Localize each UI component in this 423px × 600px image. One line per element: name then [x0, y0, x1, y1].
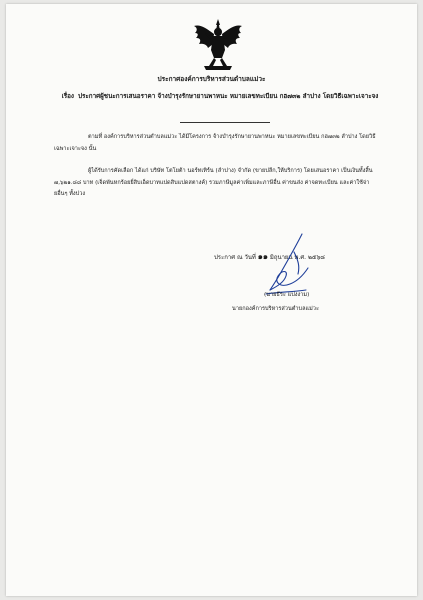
garuda-emblem-icon: [192, 18, 244, 72]
date-prefix: ประกาศ ณ วันที่: [214, 254, 256, 261]
document-page: [6, 4, 417, 596]
paragraph-intro: [54, 132, 380, 155]
paragraph-winner-text: ผู้ได้รับการคัดเลือก ได้แก่ บริษัท โตโยต้า นอร์ทเทิร์น (ลำปาง) จำกัด (ขายปลีก,ให้บริการ) โดยเสนอราคา เป็นเงินทั้งสิ้น ๗,๖๒๑.๘๘ บาท (เจ็ดพันหกร้อยยี่สิบเอ็ดบาทแปดสิบแปดสตางค์) รวมภาษีมูลค่าเพิ่มและภาษีอื่น ค่าขนส่ง ค่าจดทะเบียน และค่าใช้จ่ายอื่นๆ ทั้งปวง: [54, 168, 373, 197]
subject-line: [40, 90, 400, 104]
signer-name: (นายธีระ แปงงาม): [264, 292, 310, 298]
date-day: ๑๑: [257, 252, 268, 261]
divider: [180, 122, 270, 123]
subject-label: เรื่อง: [61, 93, 75, 100]
page-title: ประกาศองค์การบริหารส่วนตำบลแม่วะ: [157, 75, 266, 83]
signer-position: นายกองค์การบริหารส่วนตำบลแม่วะ: [232, 306, 319, 312]
paragraph-winner: [54, 166, 380, 201]
handwritten-signature-icon: [258, 230, 318, 300]
date-month-year: มิถุนายน พ.ศ. ๒๕๖๘: [269, 254, 325, 261]
paragraph-intro-text: ตามที่ องค์การบริหารส่วนตำบลแม่วะ ได้มีโครงการ จ้างบำรุงรักษายานพาหนะ หมายเลขทะเบียน กฮ๗๓๒ ลำปาง โดยวิธีเฉพาะเจาะจง นั้น: [54, 134, 376, 152]
subject-text: ประกาศผู้ชนะการเสนอราคา จ้างบำรุงรักษายานพาหนะ หมายเลขทะเบียน กฮ๗๓๒ ลำปาง โดยวิธีเฉพาะเจาะจง: [78, 93, 379, 100]
